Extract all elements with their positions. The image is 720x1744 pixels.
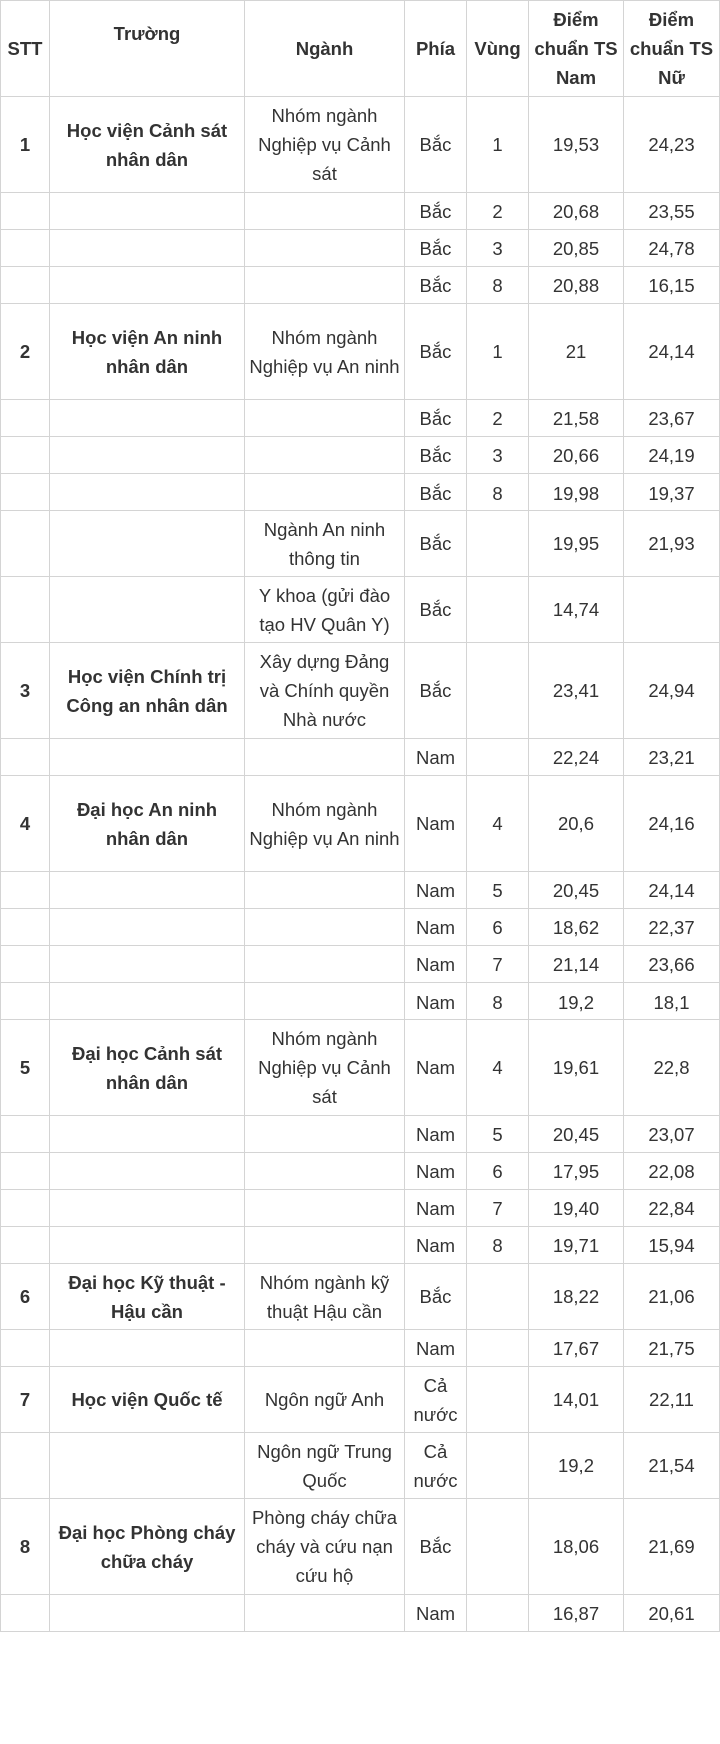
cell-truong: Đại học An ninh nhân dân: [50, 776, 245, 872]
table-row: [1, 1020, 720, 1116]
cell-diem-nu: 22,11: [624, 1367, 720, 1433]
cell-diem-nu: 21,93: [624, 511, 720, 577]
cell-stt: [1, 230, 50, 267]
cell-stt: 6: [1, 1264, 50, 1330]
cell-stt: [1, 1116, 50, 1153]
cell-stt: 5: [1, 1020, 50, 1116]
cell-diem-nu: 23,67: [624, 400, 720, 437]
cell-phia: Nam: [405, 1190, 467, 1227]
cell-diem-nam: 17,95: [529, 1153, 624, 1190]
cell-nganh: Nhóm ngành Nghiệp vụ An ninh: [245, 776, 405, 872]
cell-diem-nam: 20,45: [529, 1116, 624, 1153]
cell-vung: [467, 577, 529, 643]
cell-truong: [50, 1595, 245, 1632]
table-row: [1, 946, 720, 983]
cell-nganh: [245, 983, 405, 1020]
cell-truong: Đại học Cảnh sát nhân dân: [50, 1020, 245, 1116]
cell-stt: [1, 193, 50, 230]
cell-diem-nu: 23,55: [624, 193, 720, 230]
cell-truong: [50, 193, 245, 230]
cell-truong: [50, 1330, 245, 1367]
cell-stt: [1, 1190, 50, 1227]
table-row: [1, 1190, 720, 1227]
cell-phia: Bắc: [405, 1499, 467, 1595]
cell-truong: Học viện Cảnh sát nhân dân: [50, 97, 245, 193]
cell-stt: [1, 983, 50, 1020]
cell-phia: Bắc: [405, 643, 467, 739]
cell-vung: 4: [467, 1020, 529, 1116]
cell-stt: 4: [1, 776, 50, 872]
cell-nganh: Nhóm ngành kỹ thuật Hậu cần: [245, 1264, 405, 1330]
cell-truong: [50, 577, 245, 643]
cell-truong: [50, 909, 245, 946]
table-row: [1, 400, 720, 437]
cell-vung: [467, 1330, 529, 1367]
cell-vung: [467, 1595, 529, 1632]
cell-diem-nam: 19,61: [529, 1020, 624, 1116]
cell-vung: 7: [467, 946, 529, 983]
table-row: [1, 776, 720, 872]
cell-diem-nu: 22,08: [624, 1153, 720, 1190]
cell-phia: Nam: [405, 1595, 467, 1632]
cell-phia: Bắc: [405, 577, 467, 643]
cell-nganh: [245, 739, 405, 776]
cell-stt: [1, 474, 50, 511]
cell-truong: Đại học Kỹ thuật - Hậu cần: [50, 1264, 245, 1330]
cell-stt: 7: [1, 1367, 50, 1433]
cell-diem-nu: 24,14: [624, 304, 720, 400]
table-body: [1, 97, 720, 1632]
cell-diem-nam: 19,53: [529, 97, 624, 193]
cell-diem-nam: 20,45: [529, 872, 624, 909]
cell-phia: Bắc: [405, 437, 467, 474]
cell-truong: Đại học Phòng cháy chữa cháy: [50, 1499, 245, 1595]
cell-diem-nam: 20,85: [529, 230, 624, 267]
table-row: [1, 511, 720, 577]
cell-phia: Bắc: [405, 1264, 467, 1330]
cell-nganh: [245, 230, 405, 267]
cell-vung: [467, 1499, 529, 1595]
cell-diem-nam: 19,71: [529, 1227, 624, 1264]
cell-stt: 8: [1, 1499, 50, 1595]
cell-diem-nam: 21: [529, 304, 624, 400]
cell-diem-nam: 21,58: [529, 400, 624, 437]
cell-nganh: Nhóm ngành Nghiệp vụ Cảnh sát: [245, 1020, 405, 1116]
cell-truong: [50, 511, 245, 577]
cell-stt: [1, 739, 50, 776]
cell-diem-nu: 16,15: [624, 267, 720, 304]
cell-stt: [1, 1433, 50, 1499]
cell-diem-nam: 14,74: [529, 577, 624, 643]
table-row: [1, 97, 720, 193]
cell-phia: Bắc: [405, 193, 467, 230]
cell-truong: [50, 1190, 245, 1227]
cell-truong: [50, 474, 245, 511]
cell-diem-nam: 19,2: [529, 1433, 624, 1499]
cell-truong: Học viện Chính trị Công an nhân dân: [50, 643, 245, 739]
table-row: [1, 983, 720, 1020]
cell-nganh: [245, 909, 405, 946]
cell-vung: 8: [467, 474, 529, 511]
cell-vung: 2: [467, 193, 529, 230]
cell-stt: [1, 577, 50, 643]
cell-stt: 1: [1, 97, 50, 193]
cell-stt: [1, 1227, 50, 1264]
cell-diem-nu: 24,23: [624, 97, 720, 193]
cell-vung: 8: [467, 1227, 529, 1264]
cell-nganh: Xây dựng Đảng và Chính quyền Nhà nước: [245, 643, 405, 739]
cell-nganh: [245, 400, 405, 437]
cell-phia: Bắc: [405, 97, 467, 193]
table-row: [1, 909, 720, 946]
cell-nganh: [245, 1227, 405, 1264]
header-truong: Trường: [50, 1, 245, 97]
table-row: [1, 1433, 720, 1499]
cell-diem-nam: 20,88: [529, 267, 624, 304]
cell-stt: 2: [1, 304, 50, 400]
table-row: [1, 1367, 720, 1433]
table-row: [1, 1264, 720, 1330]
cell-nganh: [245, 1330, 405, 1367]
cell-stt: 3: [1, 643, 50, 739]
cell-stt: [1, 872, 50, 909]
cell-vung: 3: [467, 437, 529, 474]
cell-diem-nu: 18,1: [624, 983, 720, 1020]
cell-truong: [50, 437, 245, 474]
table-row: [1, 577, 720, 643]
cell-stt: [1, 946, 50, 983]
cell-truong: [50, 1227, 245, 1264]
cell-phia: Nam: [405, 739, 467, 776]
cell-diem-nam: 20,6: [529, 776, 624, 872]
cell-diem-nu: 22,8: [624, 1020, 720, 1116]
cell-phia: Bắc: [405, 511, 467, 577]
table-row: [1, 1153, 720, 1190]
table-row: [1, 1116, 720, 1153]
cell-nganh: Y khoa (gửi đào tạo HV Quân Y): [245, 577, 405, 643]
cell-diem-nam: 18,62: [529, 909, 624, 946]
cell-truong: [50, 739, 245, 776]
header-stt: STT: [1, 1, 50, 97]
cell-vung: [467, 1433, 529, 1499]
cell-truong: [50, 1116, 245, 1153]
cell-nganh: Nhóm ngành Nghiệp vụ Cảnh sát: [245, 97, 405, 193]
cell-nganh: Phòng cháy chữa cháy và cứu nạn cứu hộ: [245, 1499, 405, 1595]
cell-truong: [50, 230, 245, 267]
cell-diem-nam: 19,40: [529, 1190, 624, 1227]
cell-phia: Bắc: [405, 267, 467, 304]
cell-stt: [1, 437, 50, 474]
cell-phia: Nam: [405, 946, 467, 983]
cell-nganh: Ngôn ngữ Trung Quốc: [245, 1433, 405, 1499]
cell-phia: Nam: [405, 872, 467, 909]
cell-diem-nam: 21,14: [529, 946, 624, 983]
cell-stt: [1, 1330, 50, 1367]
cell-diem-nu: 24,19: [624, 437, 720, 474]
cell-diem-nu: 23,66: [624, 946, 720, 983]
cell-diem-nam: 19,98: [529, 474, 624, 511]
table-row: [1, 643, 720, 739]
cell-phia: Nam: [405, 1153, 467, 1190]
cell-truong: [50, 983, 245, 1020]
cell-nganh: [245, 1190, 405, 1227]
cell-diem-nu: 24,14: [624, 872, 720, 909]
cell-nganh: [245, 1595, 405, 1632]
cell-diem-nam: 17,67: [529, 1330, 624, 1367]
cell-phia: Nam: [405, 1116, 467, 1153]
cell-diem-nu: 21,69: [624, 1499, 720, 1595]
cell-nganh: [245, 474, 405, 511]
header-nganh: Ngành: [245, 1, 405, 97]
table-row: [1, 304, 720, 400]
cell-vung: 5: [467, 1116, 529, 1153]
cell-diem-nam: 23,41: [529, 643, 624, 739]
table-row: [1, 1499, 720, 1595]
cell-vung: 1: [467, 304, 529, 400]
cell-nganh: [245, 193, 405, 230]
cell-diem-nu: 21,54: [624, 1433, 720, 1499]
cell-nganh: [245, 872, 405, 909]
cell-diem-nam: 20,66: [529, 437, 624, 474]
cell-stt: [1, 400, 50, 437]
cell-nganh: [245, 946, 405, 983]
cell-nganh: [245, 1153, 405, 1190]
header-diem-nu: Điểm chuẩn TS Nữ: [624, 1, 720, 97]
table-row: [1, 1330, 720, 1367]
cell-vung: 5: [467, 872, 529, 909]
cell-diem-nam: 20,68: [529, 193, 624, 230]
cell-diem-nu: 22,84: [624, 1190, 720, 1227]
cell-diem-nu: 23,07: [624, 1116, 720, 1153]
cell-stt: [1, 267, 50, 304]
cell-diem-nu: 22,37: [624, 909, 720, 946]
cell-phia: Bắc: [405, 474, 467, 511]
cell-phia: Nam: [405, 776, 467, 872]
cell-vung: 1: [467, 97, 529, 193]
cell-nganh: Ngôn ngữ Anh: [245, 1367, 405, 1433]
cell-vung: 7: [467, 1190, 529, 1227]
cell-vung: [467, 1264, 529, 1330]
cell-vung: 6: [467, 1153, 529, 1190]
cell-truong: Học viện Quốc tế: [50, 1367, 245, 1433]
table-header-row: [1, 1, 720, 97]
cell-diem-nu: 24,94: [624, 643, 720, 739]
cell-vung: 2: [467, 400, 529, 437]
table-row: [1, 739, 720, 776]
cell-stt: [1, 511, 50, 577]
cell-nganh: Ngành An ninh thông tin: [245, 511, 405, 577]
cell-diem-nu: 24,78: [624, 230, 720, 267]
cell-vung: [467, 643, 529, 739]
cell-truong: [50, 400, 245, 437]
cell-diem-nam: 19,2: [529, 983, 624, 1020]
cell-diem-nu: 21,06: [624, 1264, 720, 1330]
table-row: [1, 872, 720, 909]
cell-vung: [467, 511, 529, 577]
cell-phia: Nam: [405, 1227, 467, 1264]
cell-phia: Nam: [405, 983, 467, 1020]
cell-diem-nam: 19,95: [529, 511, 624, 577]
header-phia: Phía: [405, 1, 467, 97]
table-row: [1, 267, 720, 304]
table-row: [1, 1227, 720, 1264]
cell-truong: [50, 267, 245, 304]
cell-diem-nu: 20,61: [624, 1595, 720, 1632]
table-row: [1, 193, 720, 230]
cell-truong: [50, 872, 245, 909]
cell-diem-nu: 21,75: [624, 1330, 720, 1367]
cell-diem-nu: [624, 577, 720, 643]
cell-truong: [50, 1153, 245, 1190]
cell-phia: Bắc: [405, 230, 467, 267]
cell-nganh: [245, 267, 405, 304]
cell-diem-nu: 15,94: [624, 1227, 720, 1264]
cell-diem-nam: 14,01: [529, 1367, 624, 1433]
header-vung: Vùng: [467, 1, 529, 97]
cell-diem-nam: 16,87: [529, 1595, 624, 1632]
cell-phia: Cả nước: [405, 1367, 467, 1433]
cell-phia: Nam: [405, 1330, 467, 1367]
cell-vung: 6: [467, 909, 529, 946]
cell-vung: [467, 1367, 529, 1433]
cell-diem-nu: 19,37: [624, 474, 720, 511]
cell-phia: Nam: [405, 1020, 467, 1116]
cell-stt: [1, 1153, 50, 1190]
cell-phia: Nam: [405, 909, 467, 946]
cell-truong: [50, 946, 245, 983]
cell-vung: 8: [467, 267, 529, 304]
table-row: [1, 474, 720, 511]
cell-diem-nu: 23,21: [624, 739, 720, 776]
cell-stt: [1, 1595, 50, 1632]
cell-nganh: [245, 437, 405, 474]
cell-vung: [467, 739, 529, 776]
cell-diem-nu: 24,16: [624, 776, 720, 872]
cell-truong: Học viện An ninh nhân dân: [50, 304, 245, 400]
header-diem-nam: Điểm chuẩn TS Nam: [529, 1, 624, 97]
cell-phia: Cả nước: [405, 1433, 467, 1499]
cell-vung: 3: [467, 230, 529, 267]
cell-stt: [1, 909, 50, 946]
cell-phia: Bắc: [405, 400, 467, 437]
cell-nganh: Nhóm ngành Nghiệp vụ An ninh: [245, 304, 405, 400]
cell-diem-nam: 22,24: [529, 739, 624, 776]
table-row: [1, 1595, 720, 1632]
cell-truong: [50, 1433, 245, 1499]
table-row: [1, 230, 720, 267]
cell-nganh: [245, 1116, 405, 1153]
cell-diem-nam: 18,06: [529, 1499, 624, 1595]
cell-vung: 8: [467, 983, 529, 1020]
table-row: [1, 437, 720, 474]
cell-phia: Bắc: [405, 304, 467, 400]
cell-diem-nam: 18,22: [529, 1264, 624, 1330]
cell-vung: 4: [467, 776, 529, 872]
